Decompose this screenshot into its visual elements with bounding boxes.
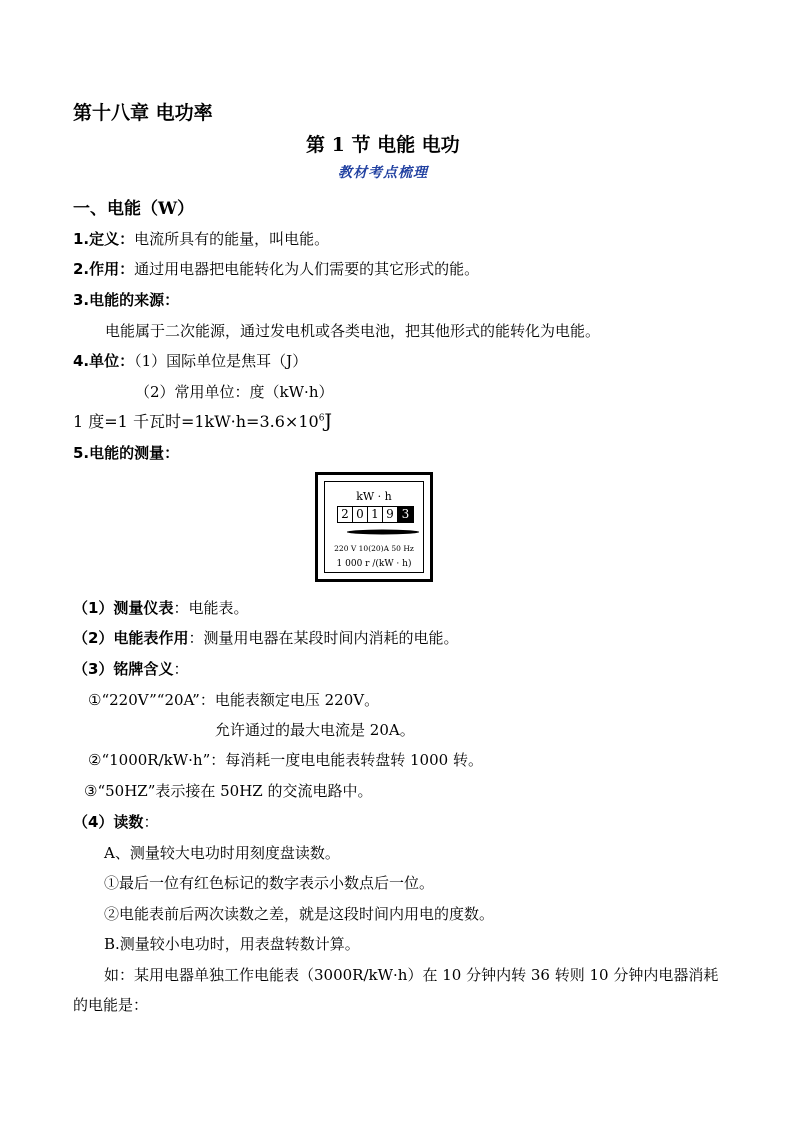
definition-line — [73, 228, 329, 249]
measure-item-1-text: ：电能表。 — [173, 599, 249, 617]
function-label: 2.作用： — [73, 260, 135, 278]
meter-digit: 1 — [368, 507, 383, 522]
unit-line-1 — [73, 350, 307, 371]
meter-constant: 1 000 r /(kW · h) — [336, 559, 412, 569]
measure-item-3-text: ： — [173, 660, 189, 678]
meter-unit-label: kW · h — [356, 490, 392, 503]
conversion-text: 1 度=1 千瓦时=1kW·h=3.6×10 — [73, 412, 319, 431]
example-line-2: 的电能是： — [73, 996, 149, 1014]
source-text: 电能属于二次能源，通过发电机或各类电池，把其他形式的能转化为电能。 — [105, 322, 601, 340]
example-line-1: 如：某用电器单独工作电能表（3000R/kW·h）在 10 分钟内转 36 转则 10 分钟内电器消耗 — [104, 966, 719, 984]
nameplate-note-1b: 允许通过的最大电流是 20A。 — [215, 721, 415, 739]
reading-a1: ①最后一位有红色标记的数字表示小数点后一位。 — [104, 874, 435, 892]
meter-digit-decimal: 3 — [398, 507, 413, 522]
measure-item-4 — [73, 811, 158, 832]
nameplate-note-3: ③“50HZ”表示接在 50HZ 的交流电路中。 — [84, 782, 373, 800]
source-label: 3.电能的来源： — [73, 291, 180, 309]
meter-digit-window — [337, 506, 414, 523]
meter-rotor-icon — [345, 528, 421, 536]
measure-item-4-label: （4）读数 — [73, 813, 144, 831]
function-text: 通过用电器把电能转化为人们需要的其它形式的能。 — [134, 260, 480, 278]
measure-item-1-label: （1）测量仪表 — [73, 599, 174, 617]
definition-text: 电流所具有的能量，叫电能。 — [134, 230, 330, 248]
unit-conversion — [73, 409, 332, 432]
conversion-unit: J — [324, 410, 333, 432]
electricity-meter-figure — [315, 472, 433, 582]
measure-item-1 — [73, 597, 248, 618]
reading-b: B.测量较小电功时，用表盘转数计算。 — [104, 935, 360, 953]
meter-face — [324, 481, 424, 573]
nameplate-note-2: ②“1000R/kW·h”：每消耗一度电电能表转盘转 1000 转。 — [88, 751, 483, 769]
unit-international: （1）国际单位是焦耳（J） — [134, 352, 308, 370]
conversion-exponent: 6 — [318, 413, 325, 424]
chapter-title: 第十八章 电功率 — [73, 102, 213, 124]
measure-item-4-text: ： — [143, 813, 159, 831]
meter-digit: 0 — [353, 507, 368, 522]
section-title: 第 1 节 电能 电功 — [306, 134, 460, 156]
reading-a2: ②电能表前后两次读数之差，就是这段时间内用电的度数。 — [104, 905, 495, 923]
meter-digit: 9 — [383, 507, 398, 522]
reading-a: A、测量较大电功时用刻度盘读数。 — [104, 844, 340, 862]
function-line — [73, 258, 479, 279]
part-heading: 一、电能（W） — [73, 199, 195, 219]
measure-item-2 — [73, 627, 458, 648]
measure-item-2-text: ：测量用电器在某段时间内消耗的电能。 — [188, 629, 459, 647]
measure-item-3 — [73, 658, 188, 679]
definition-label: 1.定义： — [73, 230, 135, 248]
measure-label: 5.电能的测量： — [73, 444, 180, 462]
meter-digit: 2 — [338, 507, 353, 522]
meter-rating: 220 V 10(20)A 50 Hz — [334, 544, 414, 553]
measure-item-3-label: （3）铭牌含义 — [73, 660, 174, 678]
unit-label: 4.单位： — [73, 352, 135, 370]
measure-item-2-label: （2）电能表作用 — [73, 629, 189, 647]
unit-common: （2）常用单位：度（kW·h） — [135, 383, 334, 401]
nameplate-note-1: ①“220V”“20A”：电能表额定电压 220V。 — [88, 691, 380, 709]
subsection-title: 教材考点梳理 — [338, 165, 428, 181]
